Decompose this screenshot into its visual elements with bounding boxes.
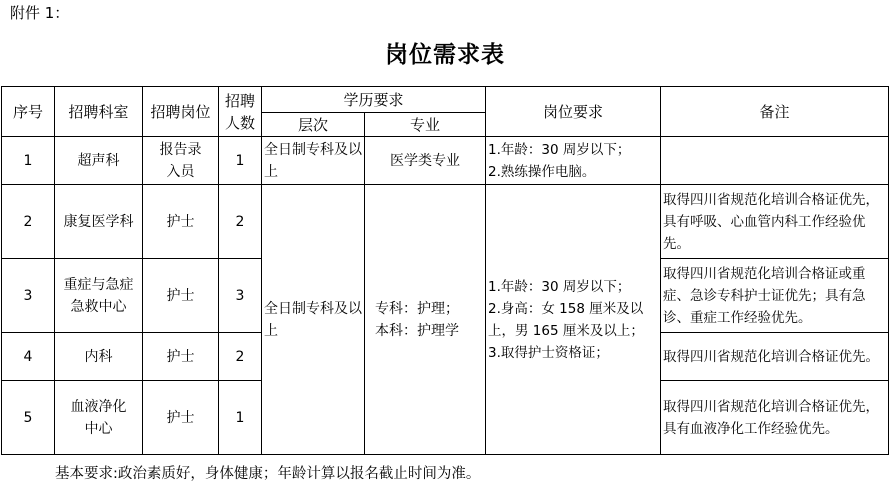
cell-dept: 内科 bbox=[55, 333, 143, 381]
cell-seq: 2 bbox=[2, 185, 55, 259]
header-level: 层次 bbox=[262, 113, 365, 137]
cell-dept: 超声科 bbox=[55, 137, 143, 185]
attachment-label: 附件 1： bbox=[10, 4, 70, 22]
cell-req: 1.年龄：30 周岁以下； 2.熟练操作电脑。 bbox=[486, 137, 661, 185]
position-requirements-table bbox=[1, 86, 889, 455]
cell-note: 取得四川省规范化培训合格证优先，具有血液净化工作经验优先。 bbox=[661, 381, 889, 455]
cell-count: 2 bbox=[219, 333, 262, 381]
cell-dept: 血液净化中心 bbox=[55, 381, 143, 455]
cell-note: 取得四川省规范化培训合格证或重症、急诊专科护士证优先；具有急诊、重症工作经验优先。 bbox=[661, 259, 889, 333]
cell-note: 取得四川省规范化培训合格证优先。 bbox=[661, 333, 889, 381]
header-dept: 招聘科室 bbox=[55, 87, 143, 137]
cell-dept: 重症与急症急救中心 bbox=[55, 259, 143, 333]
cell-count: 3 bbox=[219, 259, 262, 333]
cell-note bbox=[661, 137, 889, 185]
cell-seq: 3 bbox=[2, 259, 55, 333]
header-count: 招聘人数 bbox=[219, 87, 262, 137]
cell-level: 全日制专科及以上 bbox=[262, 137, 365, 185]
cell-level-nursing: 全日制专科及以上 bbox=[262, 185, 365, 455]
cell-note: 取得四川省规范化培训合格证优先，具有呼吸、心血管内科工作经验优先。 bbox=[661, 185, 889, 259]
cell-post: 护士 bbox=[143, 185, 219, 259]
cell-count: 1 bbox=[219, 381, 262, 455]
table-row bbox=[2, 137, 889, 185]
cell-seq: 5 bbox=[2, 381, 55, 455]
header-req: 岗位要求 bbox=[486, 87, 661, 137]
cell-req-nursing: 1.年龄：30 周岁以下； 2.身高：女 158 厘米及以上，男 165 厘米及以上； 3.取得护士资格证； bbox=[486, 185, 661, 455]
cell-count: 2 bbox=[219, 185, 262, 259]
cell-dept: 康复医学科 bbox=[55, 185, 143, 259]
cell-post: 护士 bbox=[143, 259, 219, 333]
cell-count: 1 bbox=[219, 137, 262, 185]
header-major: 专业 bbox=[365, 113, 486, 137]
header-note: 备注 bbox=[661, 87, 889, 137]
cell-seq: 4 bbox=[2, 333, 55, 381]
cell-post: 护士 bbox=[143, 381, 219, 455]
cell-seq: 1 bbox=[2, 137, 55, 185]
header-edu: 学历要求 bbox=[262, 87, 486, 113]
cell-post: 护士 bbox=[143, 333, 219, 381]
footnote: 基本要求:政治素质好，身体健康；年龄计算以报名截止时间为准。 bbox=[55, 466, 481, 482]
table-row bbox=[2, 185, 889, 259]
header-post: 招聘岗位 bbox=[143, 87, 219, 137]
cell-major-nursing: 专科：护理； 本科：护理学 bbox=[365, 185, 486, 455]
cell-major: 医学类专业 bbox=[365, 137, 486, 185]
cell-post: 报告录入员 bbox=[143, 137, 219, 185]
page-title: 岗位需求表 bbox=[385, 41, 505, 68]
header-seq: 序号 bbox=[2, 87, 55, 137]
